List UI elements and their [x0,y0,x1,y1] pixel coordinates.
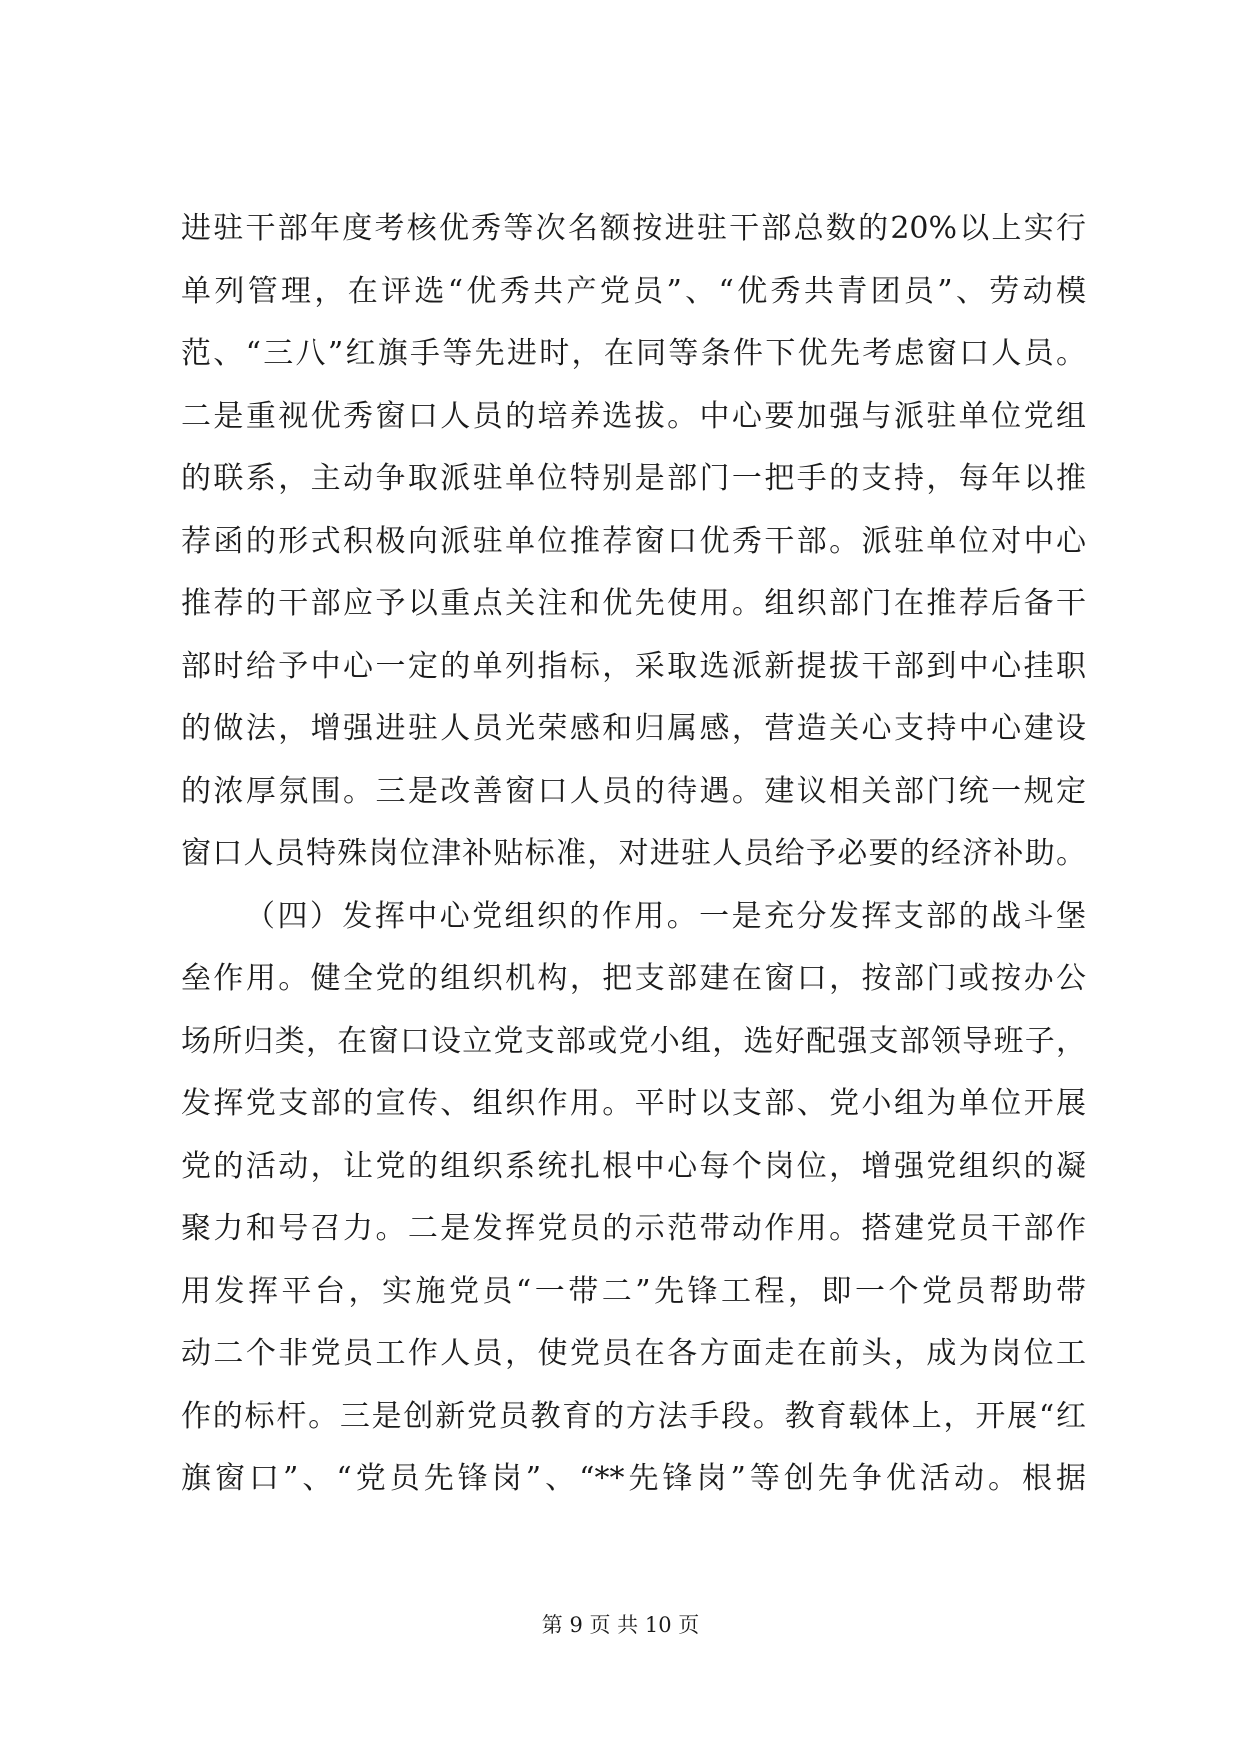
page-number-footer: 第 9 页 共 10 页 [541,1613,700,1637]
text-line-11: 窗口人员特殊岗位津补贴标准，对进驻人员给予必要的经济补助。 [181,836,1086,871]
text-line-16: 党的活动，让党的组织系统扎根中心每个岗位，增强党组织的凝 [181,1148,1086,1184]
text-line-2: 单列管理，在评选“优秀共产党员”、“优秀共青团员”、劳动模 [181,273,1086,309]
text-line-9: 的做法，增强进驻人员光荣感和归属感，营造关心支持中心建设 [181,711,1086,746]
text-line-14: 场所归类，在窗口设立党支部或党小组，选好配强支部领导班子， [181,1023,1086,1059]
text-line-19: 动二个非党员工作人员，使党员在各方面走在前头，成为岗位工 [181,1336,1086,1371]
text-line-8: 部时给予中心一定的单列指标，采取选派新提拔干部到中心挂职 [181,648,1086,684]
text-line-1: 进驻干部年度考核优秀等次名额按进驻干部总数的20%以上实行 [181,211,1086,246]
text-line-3: 范、“三八”红旗手等先进时，在同等条件下优先考虑窗口人员。 [181,336,1086,371]
text-line-17: 聚力和号召力。二是发挥党员的示范带动作用。搭建党员干部作 [181,1211,1086,1246]
document-body [181,198,1086,1511]
section-heading-line: （四）发挥中心党组织的作用。一是充分发挥支部的战斗堡 [245,898,1086,934]
text-line-7: 推荐的干部应予以重点关注和优先使用。组织部门在推荐后备干 [181,586,1086,621]
text-line-6: 荐函的形式积极向派驻单位推荐窗口优秀干部。派驻单位对中心 [181,523,1086,559]
text-line-13: 垒作用。健全党的组织机构，把支部建在窗口，按部门或按办公 [181,961,1086,996]
text-line-4: 二是重视优秀窗口人员的培养选拔。中心要加强与派驻单位党组 [181,398,1086,434]
text-line-5: 的联系，主动争取派驻单位特别是部门一把手的支持，每年以推 [181,461,1086,496]
text-line-18: 用发挥平台，实施党员“一带二”先锋工程，即一个党员帮助带 [181,1273,1086,1309]
text-line-21: 旗窗口”、“党员先锋岗”、“**先锋岗”等创先争优活动。根据 [181,1461,1086,1496]
text-line-10: 的浓厚氛围。三是改善窗口人员的待遇。建议相关部门统一规定 [181,773,1086,809]
text-line-15: 发挥党支部的宣传、组织作用。平时以支部、党小组为单位开展 [181,1086,1086,1121]
text-line-20: 作的标杆。三是创新党员教育的方法手段。教育载体上，开展“红 [181,1398,1086,1434]
